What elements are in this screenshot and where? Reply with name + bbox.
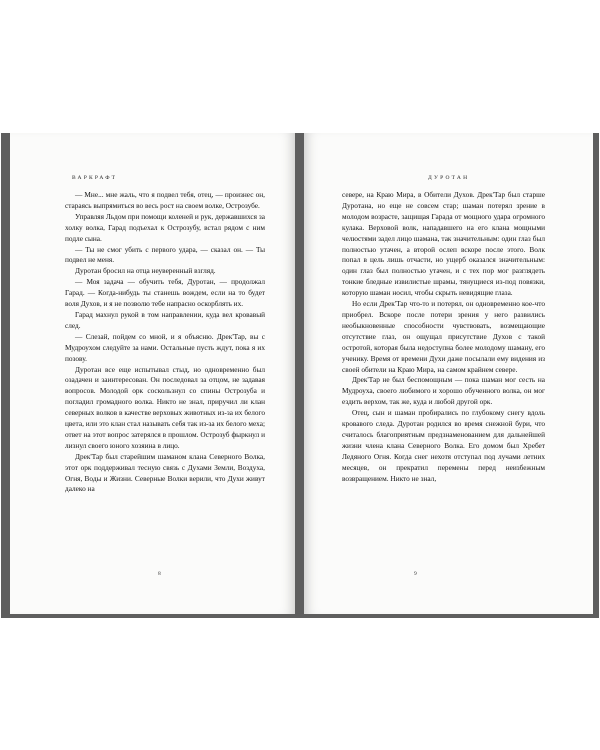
left-page	[10, 133, 295, 614]
paragraph: — Моя задача — обучить тебя, Дуротан, — продолжал Гарад. — Когда-нибудь ты станешь вождем, если на то будет воля Духов, и я не позволю тебе напрасно оскорблять их.	[65, 277, 265, 309]
paragraph: Дрек'Тар был старейшим шаманом клана Северного Волка, этот орк поддерживал тесную связь с Духами Земли, Воздуха, Огня, Воды и Жизни. Северные Волки верили, что Духи живут далеко на	[65, 451, 265, 494]
paragraph: — Ты не смог убить с первого удара, — сказал он. — Ты подвел не меня.	[65, 244, 265, 265]
paragraph: — Слезай, пойдем со мной, и я объясню. Дрек'Тар, вы с Мудроухом следуйте за нами. Остальные пусть ждут, пока я их позову.	[65, 331, 265, 363]
right-page	[304, 133, 593, 614]
paragraph: Дрек'Тар не был беспомощным — пока шаман мог сесть на Мудроуха, своего любимого и хорошо обученного волка, он мог ездить верхом, так же, куда и любой другой орк.	[342, 375, 545, 407]
paragraph: Отец, сын и шаман пробирались по глубокому снегу вдоль кровавого следа. Дуротан родился во время снежной бури, что считалось благоприятным предзнаменованием для дальнейшей жизни члена клана Северного Волка. Его домом был Хребет Ледяного Огня. Когда снег нехотя отступал под лучами летних месяцев, он прекратил перемены перед неизбежным возвращением. Никто не знал,	[342, 408, 545, 483]
paragraph: — Мне... мне жаль, что я подвел тебя, отец, — произнес он, стараясь выпрямиться во весь рост на своем волке, Острозубе.	[65, 190, 265, 210]
right-page-number: 9	[414, 571, 417, 577]
paragraph: Дуротан все еще испытывал стыд, но одновременно был озадачен и заинтересован. Он последовал за отцом, не задавая вопросов. Молодой орк соскользнул со спины Острозуба и погладил громадного волка. Никто не знал, приручил ли клан северных волков в качестве верховых животных из-за их белого цвета, или это клан стал называть себя так из-за их белого меха; ответ на этот вопрос затерялся в прошлом. Острозуб фыркнул и лизнул своего юного хозяина в лицо.	[65, 364, 265, 450]
right-running-head: ДУРОТАН	[428, 175, 470, 181]
left-running-head: ВАРКРАФТ	[72, 175, 118, 181]
paragraph: Гарад махнул рукой в том направлении, куда вел кровавый след.	[65, 309, 265, 330]
right-page-text	[342, 190, 545, 484]
paragraph: Дуротан бросил на отца неуверенный взгляд.	[75, 266, 216, 276]
left-page-number: 8	[158, 571, 161, 577]
paragraph: севере, на Краю Мира, в Обители Духов. Дрек'Тар был старше Дуротана, но еще не совсем стар; шаман потерял зрение в молодом возрасте, защищая Гарада от мощного удара огромного кулака. Верховой волк, нападавшего на его клана мощными челюстями задел лицо шамана, так значительным: один глаз был полностью утачен, а второй ослеп вскоре после этого. Волк попал в цель лишь отчасти, но ущерб оказался значительным: один глаз был полностью утачен, и с тех пор мог разглядеть тонкие бледные извилистые шрамы, тянущиеся из-под повязки, которую шаман носил, чтобы скрыть невидящие глаза.	[342, 190, 545, 298]
paragraph: Управляя Льдом при помощи коленей и рук, державшихся за холку волка, Гарад подъехал к Острозубу, встал рядом с ним подле сына.	[65, 211, 265, 243]
book-spread	[1, 133, 599, 618]
paragraph: Но если Дрек'Тар что-то и потерял, он одновременно кое-что приобрел. Вскоре после потери зрения у него развились необыкновенные способности чувствовать, возмещающие отсутствие глаз, он ощущал присутствие Духов с такой остротой, которая была недоступна более молодому шаману, его ученику. Время от времени Духи даже посылали ему видения из своей обители на Краю Мира, на самом крайнем севере.	[342, 299, 545, 374]
left-page-text	[65, 190, 265, 495]
